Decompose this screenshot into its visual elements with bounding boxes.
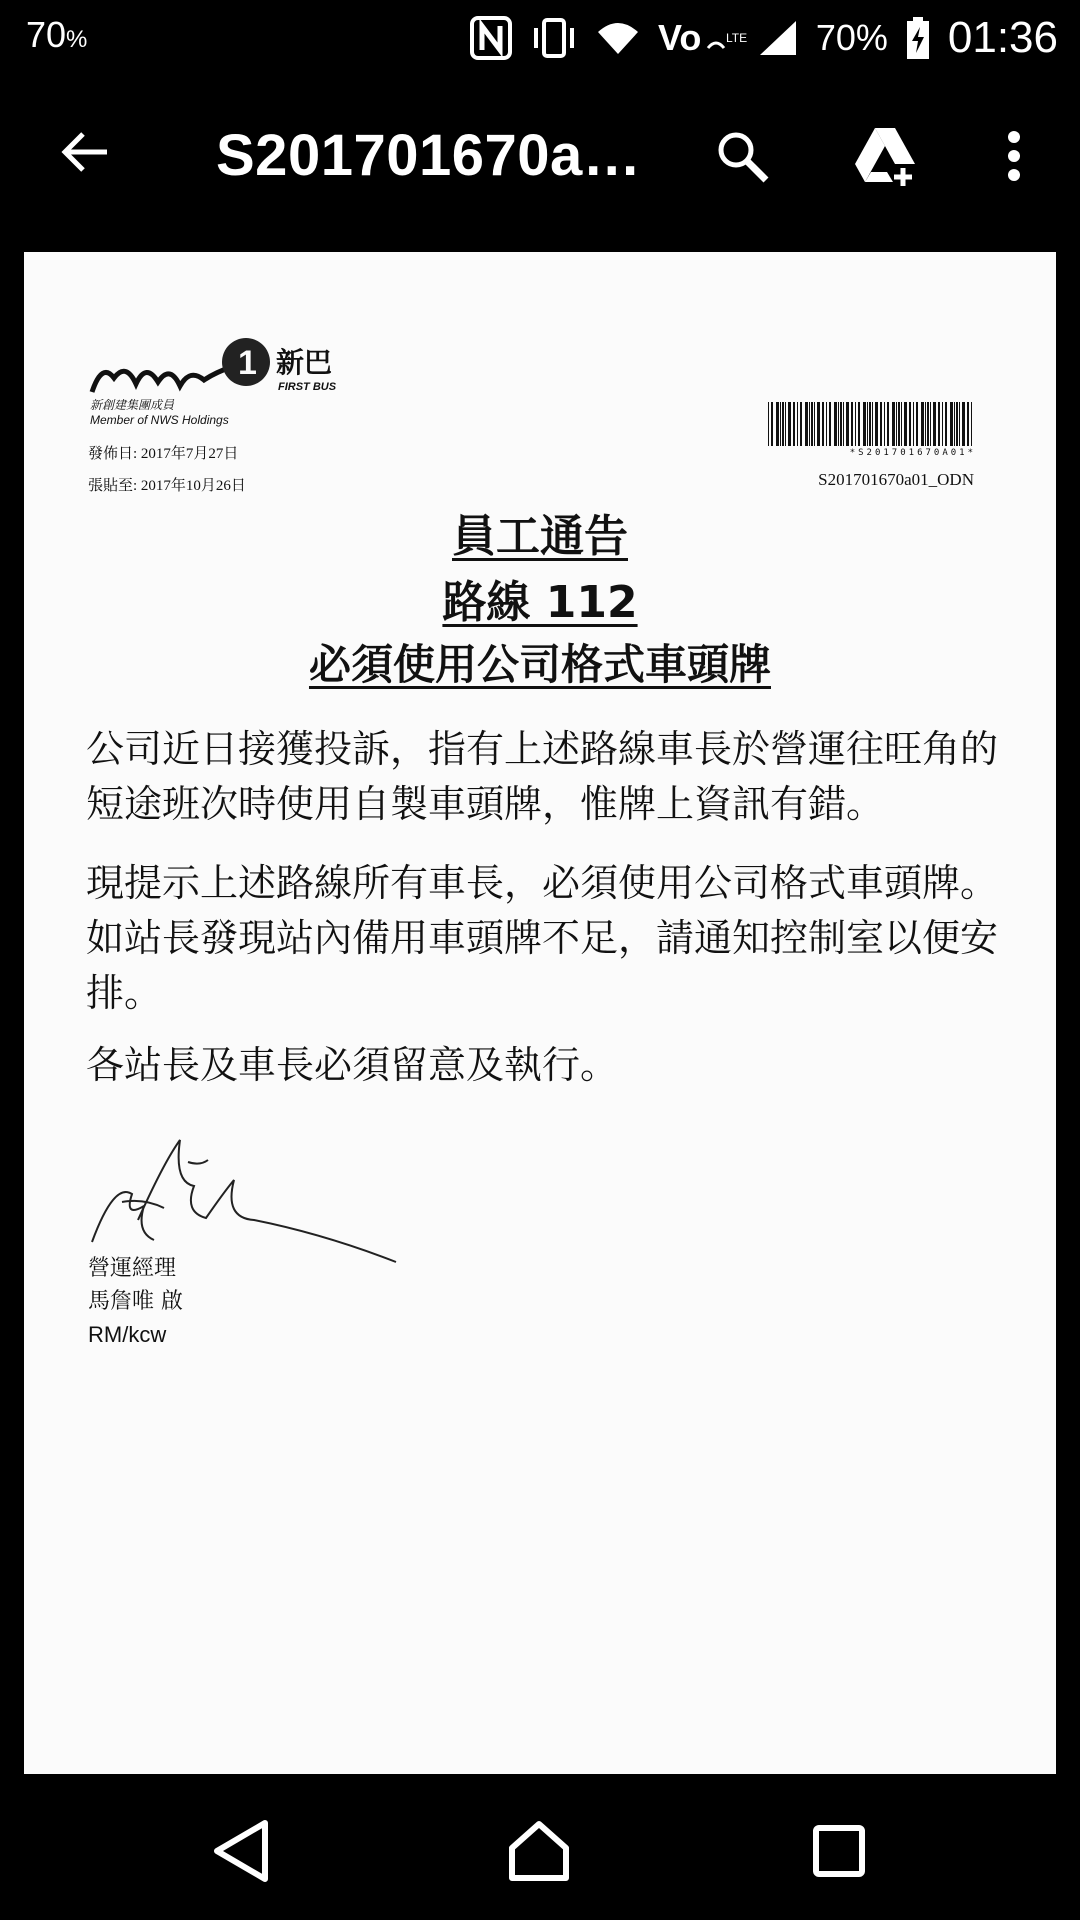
route-title: 路線 112 [442,577,638,628]
paragraph-2: 現提示上述路線所有車長，必須使用公司格式車頭牌。如站長發現站內備用車頭牌不足，請通知控制室以便安排。 [86,861,999,1015]
paragraph-3: 各站長及車長必須留意及執行。 [86,1043,619,1087]
status-icons [470,10,1058,66]
notice-title: 員工通告 [452,511,628,562]
issue-date: 發佈日: 2017年7月27日 [88,446,239,462]
member-cn: 新創建集團成員 [90,398,175,412]
document-page[interactable] [24,252,1056,1774]
battery-level-left [26,14,87,56]
signal-icon [758,19,798,57]
signer-name: 馬詹唯 啟 [88,1289,183,1314]
battery-charging-icon [906,17,930,59]
member-line [90,398,229,428]
signer-title: 營運經理 [88,1256,177,1281]
battery-level-value: 70 [26,14,67,55]
doc-dates [88,438,246,502]
first-bus-logo [88,332,388,402]
paragraph-1: 公司近日接獲投訴，指有上述路線車長於營運往旺角的短途班次時使用自製車頭牌，惟牌上資訊有錯。 [86,727,999,826]
drive-add-icon[interactable] [850,120,922,192]
svg-text:Vo: Vo [657,17,702,58]
nav-home-icon[interactable] [496,1808,582,1894]
search-icon[interactable] [706,120,778,192]
nav-recents-icon[interactable] [796,1808,882,1894]
battery-level-unit: % [66,26,88,53]
subject-title: 必須使用公司格式車頭牌 [308,640,771,689]
svg-text:1: 1 [238,344,257,382]
battery-percent: 70% [815,17,888,58]
barcode-text: *S201701670A01* [849,448,976,458]
barcode [768,402,976,446]
navigation-bar [0,1782,1080,1920]
doc-code: S201701670a01_ODN [818,470,974,489]
volte-icon [657,17,747,58]
vibrate-icon [530,18,578,58]
brand-cn: 新巴 [276,346,333,379]
back-arrow-icon[interactable] [52,120,116,184]
app-bar [0,74,1080,238]
nfc-icon [470,16,512,60]
brand-en: FIRST BUS [278,381,337,393]
svg-text:LTE: LTE [725,31,747,45]
more-vert-icon[interactable] [978,120,1050,192]
clock: 01:36 [947,13,1058,62]
member-en: Member of NWS Holdings [90,413,229,427]
signature [84,1122,414,1262]
wifi-icon [596,20,640,56]
signer-ref: RM/kcw [88,1322,167,1347]
document-title: S201701670a… [216,123,642,188]
document-viewer[interactable] [0,238,1080,1782]
nav-back-icon[interactable] [198,1808,284,1894]
post-until-date: 張貼至: 2017年10月26日 [88,478,246,494]
signature-block [88,1252,183,1351]
status-bar [0,0,1080,74]
